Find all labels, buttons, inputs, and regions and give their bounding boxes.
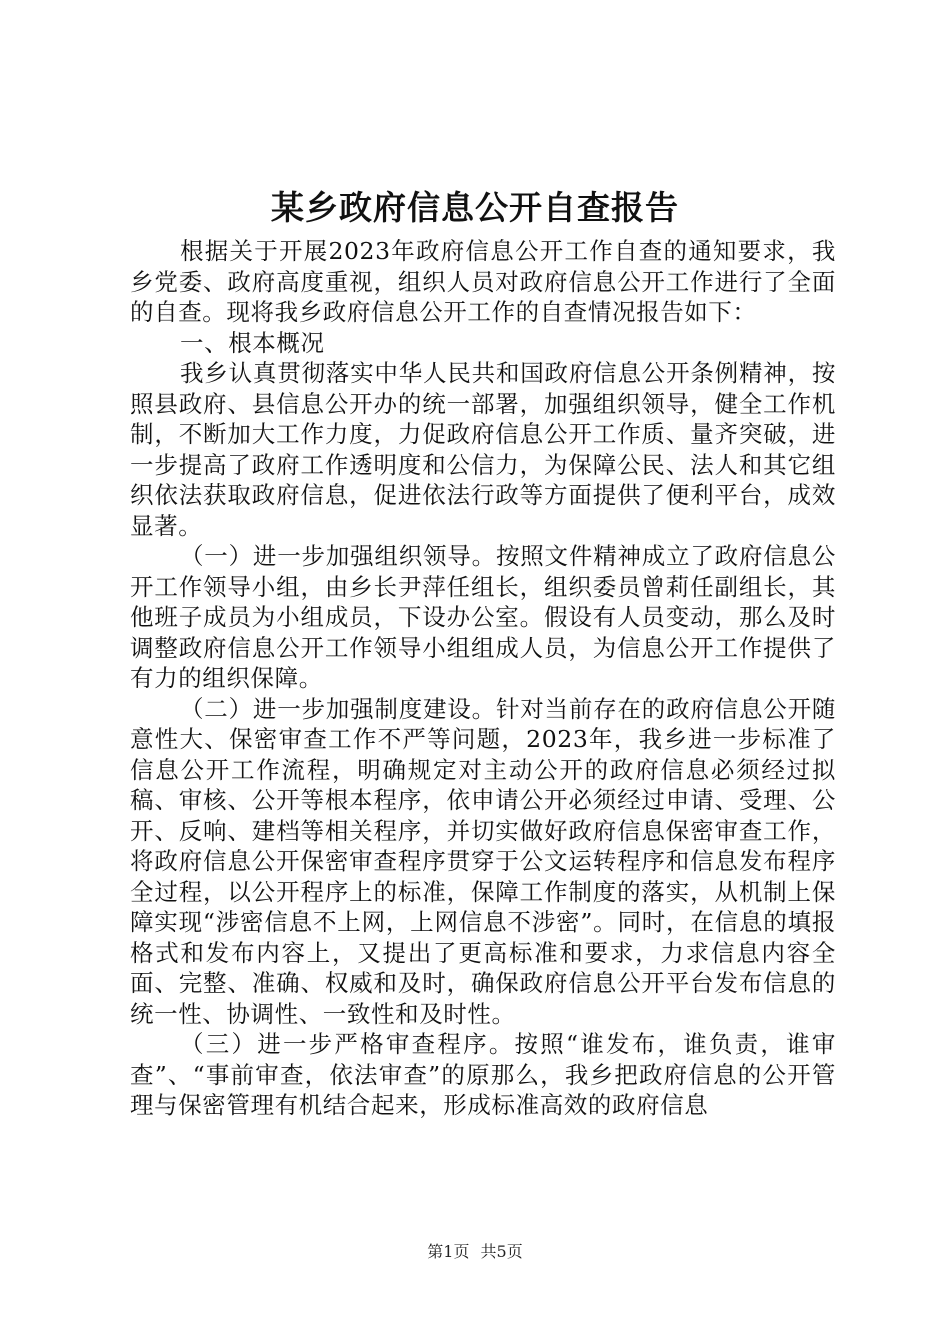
- subsection-3-paragraph: （三）进一步严格审查程序。按照“谁发布，谁负责，谁审查”、“事前审查，依法审查”的原那么，我乡把政府信息的公开管理与保密管理有机结合起来，形成标准高效的政府信息: [130, 1030, 836, 1119]
- page-total: 共5页: [480, 1242, 523, 1261]
- subsection-2-paragraph: （二）进一步加强制度建设。针对当前存在的政府信息公开随意性大、保密审查工作不严等问题，2023年，我乡进一步标准了信息公开工作流程，明确规定对主动公开的政府信息必须经过拟稿、审核、公开等根本程序，依申请公开必须经过申请、受理、公开、反响、建档等相关程序，并切实做好政府信息保密审查工作，将政府信息公开保密审查程序贯穿于公文运转程序和信息发布程序全过程，以公开程序上的标准，保障工作制度的落实，从机制上保障实现“涉密信息不上网，上网信息不涉密”。同时，在信息的填报格式和发布内容上，又提出了更高标准和要求，力求信息内容全面、完整、准确、权威和及时，确保政府信息公开平台发布信息的统一性、协调性、一致性和及时性。: [130, 694, 836, 1028]
- overview-paragraph: 我乡认真贯彻落实中华人民共和国政府信息公开条例精神，按照县政府、县信息公开办的统一部署，加强组织领导，健全工作机制，不断加大工作力度，力促政府信息公开工作质、量齐突破，进一步提高了政府工作透明度和公信力，为保障公民、法人和其它组织依法获取政府信息，促进依法行政等方面提供了便利平台，成效显著。: [130, 359, 836, 540]
- section-heading: 一、根本概况: [180, 328, 325, 357]
- intro-paragraph: 根据关于开展2023年政府信息公开工作自查的通知要求，我乡党委、政府高度重视，组织人员对政府信息公开工作进行了全面的自查。现将我乡政府信息公开工作的自查情况报告如下：: [130, 237, 836, 326]
- page-number: 第1页: [427, 1242, 470, 1261]
- subsection-1-paragraph: （一）进一步加强组织领导。按照文件精神成立了政府信息公开工作领导小组，由乡长尹萍任组长，组织委员曾莉任副组长，其他班子成员为小组成员，下设办公室。假设有人员变动，那么及时调整政府信息公开工作领导小组组成人员，为信息公开工作提供了有力的组织保障。: [130, 542, 836, 692]
- page-title: 某乡政府信息公开自查报告: [271, 188, 679, 227]
- page-footer: [0, 1242, 950, 1262]
- document-body: [130, 236, 836, 1121]
